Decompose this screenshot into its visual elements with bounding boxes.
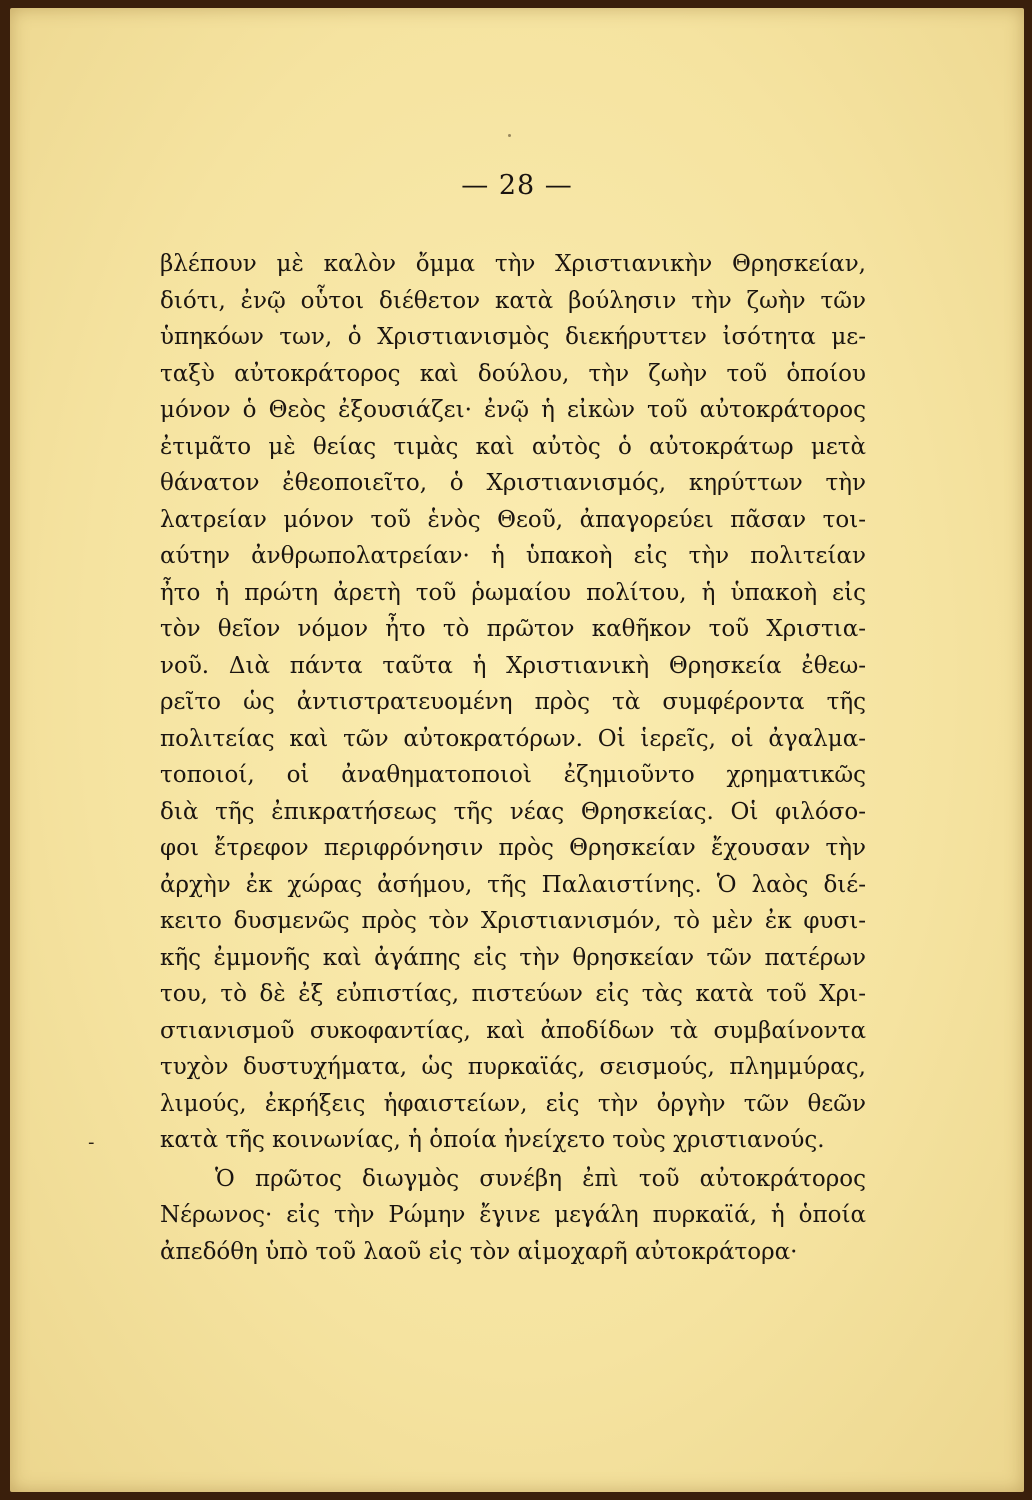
text-line: διότι, ἐνῷ οὗτοι διέθετον κατὰ βούλησιν τὴν ζωὴν τῶν <box>160 287 866 314</box>
book-page <box>10 8 1024 1492</box>
text-line: λιμούς, ἐκρήξεις ἡφαιστείων, εἰς τὴν ὀργὴν τῶν θεῶν <box>160 1090 866 1117</box>
body-text <box>160 246 866 1270</box>
text-line: στιανισμοῦ συκοφαντίας, καὶ ἀποδίδων τὰ συμβαίνοντα <box>160 1017 866 1044</box>
text-line: λατρείαν μόνον τοῦ ἑνὸς Θεοῦ, ἀπαγορεύει πᾶσαν τοι- <box>160 506 866 533</box>
text-line: νοῦ. Διὰ πάντα ταῦτα ἡ Χριστιανικὴ Θρησκεία ἐθεω- <box>160 652 866 679</box>
text-line: τὸν θεῖον νόμον ἦτο τὸ πρῶτον καθῆκον τοῦ Χριστια- <box>160 616 866 642</box>
text-line: μόνον ὁ Θεὸς ἐξουσιάζει· ἐνῷ ἡ εἰκὼν τοῦ αὐτοκράτορος <box>160 397 866 423</box>
text-line: ὑπηκόων των, ὁ Χριστιανισμὸς διεκήρυττεν ἰσότητα με- <box>160 324 866 350</box>
text-line: ταξὺ αὐτοκράτορος καὶ δούλου, τὴν ζωὴν τοῦ ὁποίου <box>160 360 866 387</box>
text-line: Νέρωνος· εἰς τὴν Ρώμην ἔγινε μεγάλη πυρκαϊά, ἡ ὁποία <box>160 1202 866 1228</box>
text-line: κῆς ἐμμονῆς καὶ ἀγάπης εἰς τὴν θρησκείαν τῶν πατέρων <box>160 944 866 971</box>
margin-mark: - <box>88 1132 95 1153</box>
text-line: ρεῖτο ὡς ἀντιστρατευομένη πρὸς τὰ συμφέροντα τῆς <box>160 689 866 715</box>
page-speck <box>508 134 511 137</box>
text-line: ἐτιμᾶτο μὲ θείας τιμὰς καὶ αὐτὸς ὁ αὐτοκράτωρ μετὰ <box>160 433 866 460</box>
text-line: ἀπεδόθη ὑπὸ τοῦ λαοῦ εἰς τὸν αἱμοχαρῆ αὐτοκράτορα· <box>160 1238 798 1265</box>
text-line: διὰ τῆς ἐπικρατήσεως τῆς νέας Θρησκείας. Οἱ φιλόσο- <box>160 798 866 825</box>
text-line: κατὰ τῆς κοινωνίας, ἡ ὁποία ἠνείχετο τοὺς χριστιανούς. <box>160 1127 825 1153</box>
text-line: φοι ἔτρεφον περιφρόνησιν πρὸς Θρησκείαν ἔχουσαν τὴν <box>160 835 866 861</box>
text-line: θάνατον ἐθεοποιεῖτο, ὁ Χριστιανισμός, κηρύττων τὴν <box>160 470 866 496</box>
page-number: — 28 — <box>461 170 573 201</box>
text-line: κειτο δυσμενῶς πρὸς τὸν Χριστιανισμόν, τὸ μὲν ἐκ φυσι- <box>160 908 866 934</box>
paragraph-first-line: Ὁ πρῶτος διωγμὸς συνέβη ἐπὶ τοῦ αὐτοκράτορος <box>215 1165 866 1192</box>
text-line: του, τὸ δὲ ἐξ εὐπιστίας, πιστεύων εἰς τὰς κατὰ τοῦ Χρι- <box>160 981 866 1007</box>
text-line: τοποιοί, οἱ ἀναθηματοποιοὶ ἐζημιοῦντο χρηματικῶς <box>160 762 866 788</box>
text-line: βλέπουν μὲ καλὸν ὄμμα τὴν Χριστιανικὴν Θρησκείαν, <box>160 251 866 277</box>
text-line: ἀρχὴν ἐκ χώρας ἀσήμου, τῆς Παλαιστίνης. Ὁ λαὸς διέ- <box>160 871 866 898</box>
text-line: τυχὸν δυστυχήματα, ὡς πυρκαϊάς, σεισμούς, πλημμύρας, <box>160 1054 866 1080</box>
text-line: πολιτείας καὶ τῶν αὐτοκρατόρων. Οἱ ἱερεῖς, οἱ ἀγαλμα- <box>160 725 866 752</box>
text-line: αύτην ἀνθρωπολατρείαν· ἡ ὑπακοὴ εἰς τὴν πολιτείαν <box>160 543 866 569</box>
text-line: ἦτο ἡ πρώτη ἀρετὴ τοῦ ῥωμαίου πολίτου, ἡ ὑπακοὴ εἰς <box>160 579 866 606</box>
